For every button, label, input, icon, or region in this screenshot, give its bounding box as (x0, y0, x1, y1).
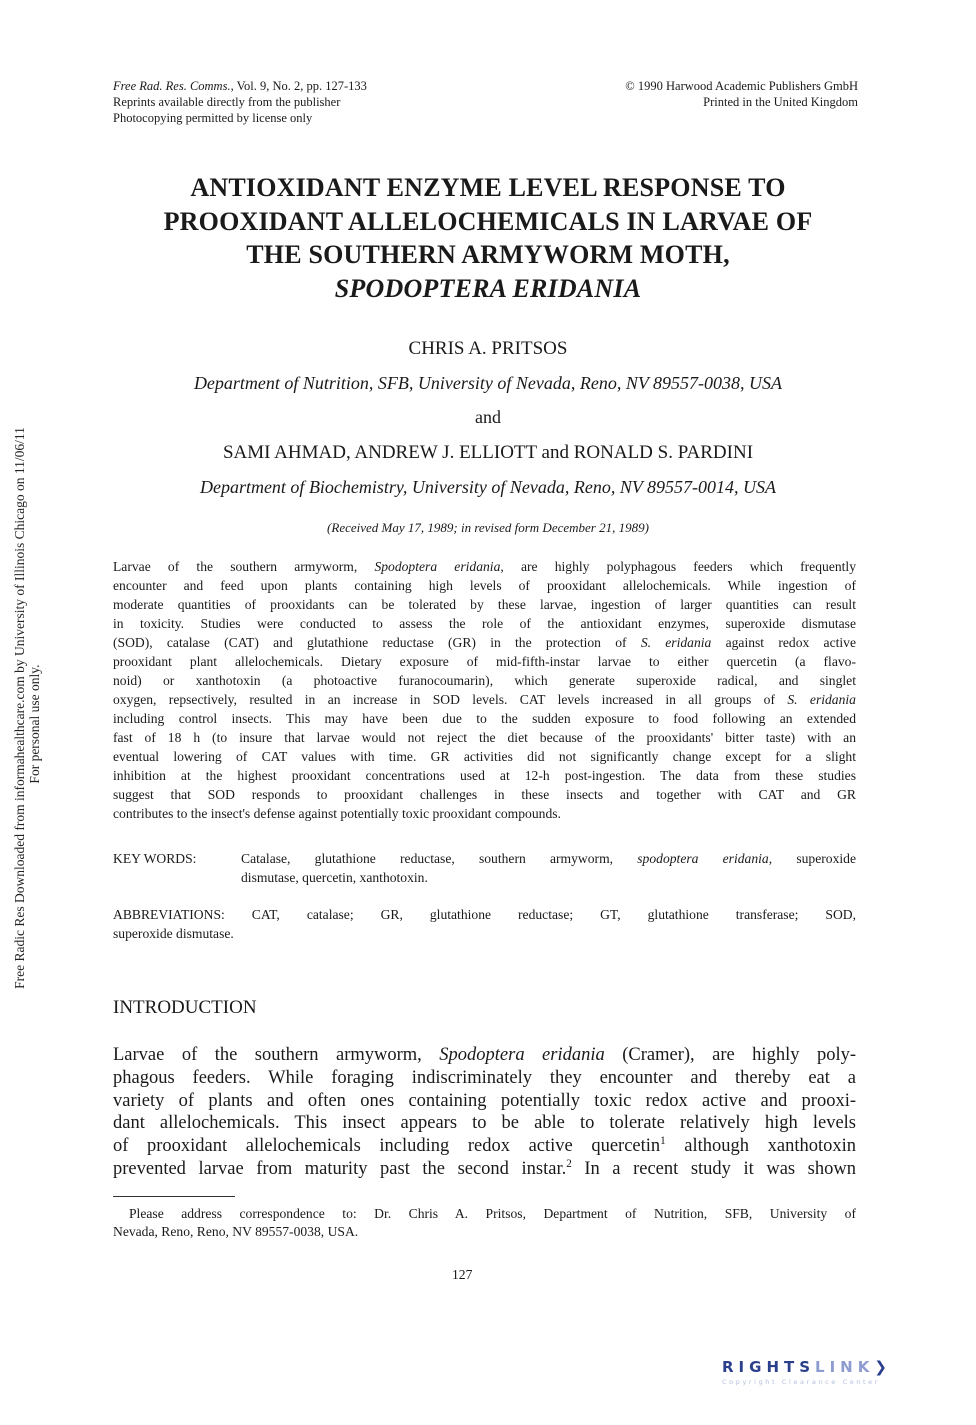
logo-subtitle: Copyright Clearance Center (722, 1378, 881, 1386)
logo-text-light: LINK (815, 1358, 875, 1376)
abbreviations-line (113, 907, 856, 925)
text-run: contributes to the insect's defense against potentially toxic prooxidant compounds. (113, 806, 561, 821)
intro-line (113, 1136, 856, 1160)
text-run: variety of plants and often ones containing potentially toxic redox active and prooxi- (113, 1090, 856, 1111)
text-run: Larvae of the southern armyworm, (113, 1045, 440, 1065)
abstract-line (113, 635, 856, 653)
text-run: , superoxide (768, 851, 856, 866)
received-dates: (Received May 17, 1989; in revised form December 21, 1989) (327, 520, 649, 535)
italic-text: SPODOPTERA ERIDANIA (334, 274, 642, 303)
abstract-line (113, 787, 856, 805)
text-run: THE SOUTHERN ARMYWORM MOTH, (246, 240, 730, 269)
intro-line (113, 1068, 856, 1092)
rightslink-logo (722, 1358, 892, 1386)
text-run: Catalase, glutathione reductase, southern armyworm, (241, 851, 638, 866)
italic-text: Spodoptera eridania (439, 1045, 605, 1065)
text-run: eventual lowering of CAT values with time. GR activities did not significantly change except for a slight (113, 749, 856, 764)
abbreviations-line (113, 926, 234, 942)
reprints-line (113, 95, 340, 110)
footnote-rule (113, 1196, 235, 1197)
intro-line (113, 1113, 856, 1137)
second-authors: SAMI AHMAD, ANDREW J. ELLIOTT and RONALD S. PARDINI (222, 442, 754, 463)
text-run: , Vol. 9, No. 2, pp. 127-133 (230, 79, 367, 93)
text-run: inhibition at the highest prooxidant concentrations used at 12-h post-ingestion. The data from these studies (113, 768, 856, 783)
second-affiliation: Department of Biochemistry, University of Nevada, Reno, NV 89557-0014, USA (199, 477, 777, 497)
footnote-marker: 1 (660, 1136, 666, 1148)
text-run: moderate quantities of prooxidants can be tolerated by these larvae, ingestion of larger quantities can result (113, 597, 856, 612)
chevron-icon: ❯ (874, 1358, 892, 1376)
text-run: , are highly polyphagous feeders which frequently (500, 559, 856, 574)
first-author: CHRIS A. PRITSOS (408, 338, 568, 359)
text-run: Reprints available directly from the publisher (113, 95, 341, 109)
text-run: of prooxidant allelochemicals including redox active quercetin (113, 1136, 661, 1157)
intro-line (113, 1091, 856, 1115)
italic-text: S. eridania (640, 635, 712, 650)
text-run: encounter and feed upon plants containing high levels of prooxidant allelochemicals. While ingestion of (113, 578, 856, 593)
keywords-line (241, 851, 856, 869)
text-run: Nevada, Reno, Reno, NV 89557-0038, USA. (113, 1224, 359, 1239)
abstract-line (113, 749, 856, 767)
logo-text-dark: RIGHTS (722, 1358, 816, 1376)
abstract-line (113, 806, 856, 822)
title-line (0, 173, 976, 203)
intro-line (113, 1159, 856, 1183)
abstract-line (113, 654, 856, 672)
download-notice: Free Radic Res Downloaded from informahealthcare.com by University of Illinois Chicago on 11/06/11 (12, 427, 27, 989)
text-run: prooxidant plant allelochemicals. Dietary exposure of mid-fifth-instar larvae to either quercetin (a flavo- (113, 654, 856, 669)
text-run: Larvae of the southern armyworm, (113, 559, 375, 574)
italic-text: Free Rad. Res. Comms. (113, 79, 231, 93)
italic-text: spodoptera eridania (637, 851, 769, 866)
abstract-line (113, 768, 856, 786)
footnote-marker: 2 (566, 1159, 572, 1170)
abstract-line (113, 673, 856, 691)
text-run: ANTIOXIDANT ENZYME LEVEL RESPONSE TO (190, 173, 786, 202)
italic-text: S. eridania (787, 692, 856, 707)
keywords-line (241, 870, 428, 886)
text-run: although xanthotoxin (665, 1136, 856, 1157)
text-run: superoxide dismutase. (113, 926, 234, 941)
text-run: against redox active (711, 635, 856, 650)
printed-line: Printed in the United Kingdom (703, 95, 858, 109)
abstract-line (113, 711, 856, 729)
text-run: dant allelochemicals. This insect appears to be able to tolerate relatively high levels (113, 1113, 856, 1134)
text-run: suggest that SOD responds to prooxidant challenges in these insects and together with CAT and GR (113, 787, 856, 802)
italic-text: Spodoptera eridania (374, 559, 501, 574)
text-run: in toxicity. Studies were conducted to assess the role of the antioxidant enzymes, superoxide dismutase (113, 616, 856, 631)
text-run: phagous feeders. While foraging indiscriminately they encounter and thereby eat a (113, 1067, 856, 1088)
first-affiliation: Department of Nutrition, SFB, University of Nevada, Reno, NV 89557-0038, USA (193, 373, 783, 393)
text-run: noid) or xanthotoxin (a photoactive furanocoumarin), which generate superoxide radical, and singlet (113, 673, 856, 688)
page-number: 127 (452, 1267, 473, 1282)
text-run: In a recent study it was shown (571, 1159, 856, 1179)
text-run: prevented larvae from maturity past the second instar. (113, 1159, 567, 1179)
personal-use-notice: For personal use only. (27, 664, 42, 784)
text-run: Photocopying permitted by license only (113, 111, 313, 125)
footnote-line (113, 1206, 856, 1224)
text-run: dismutase, quercetin, xanthotoxin. (241, 870, 428, 885)
intro-line (113, 1045, 856, 1069)
title-line (0, 274, 976, 304)
abstract-line (113, 559, 856, 577)
and-text: and (475, 407, 501, 427)
photocopying-line (113, 111, 312, 126)
text-run: (SOD), catalase (CAT) and glutathione reductase (GR) in the protection of (113, 635, 641, 650)
text-run: including control insects. This may have been due to the sudden exposure to food following an extended (113, 711, 856, 726)
title-line (0, 240, 976, 270)
text-run: Please address correspondence to: Dr. Chris A. Pritsos, Department of Nutrition, SFB, University of (129, 1206, 856, 1221)
footnote-line (113, 1224, 358, 1240)
text-run: oxygen, repsectively, resulted in an increase in SOD levels. CAT levels increased in all groups of (113, 692, 788, 707)
title-line (0, 207, 976, 237)
text-run: PROOXIDANT ALLELOCHEMICALS IN LARVAE OF (163, 207, 813, 236)
abstract-line (113, 730, 856, 748)
text-run: fast of 18 h (to insure that larvae would not reject the diet because of the prooxidants' bitter taste) with an (113, 730, 856, 745)
introduction-heading: INTRODUCTION (113, 997, 257, 1018)
text-run: (Cramer), are highly poly- (604, 1045, 856, 1065)
text-run: ABBREVIATIONS: CAT, catalase; GR, glutathione reductase; GT, glutathione transferase; SOD, (113, 907, 856, 922)
keywords-label: KEY WORDS: (113, 851, 197, 866)
abstract-line (113, 616, 856, 634)
abstract-line (113, 692, 856, 710)
abstract-line (113, 597, 856, 615)
citation-line (113, 79, 367, 94)
copyright-line: © 1990 Harwood Academic Publishers GmbH (625, 79, 858, 93)
abstract-line (113, 578, 856, 596)
